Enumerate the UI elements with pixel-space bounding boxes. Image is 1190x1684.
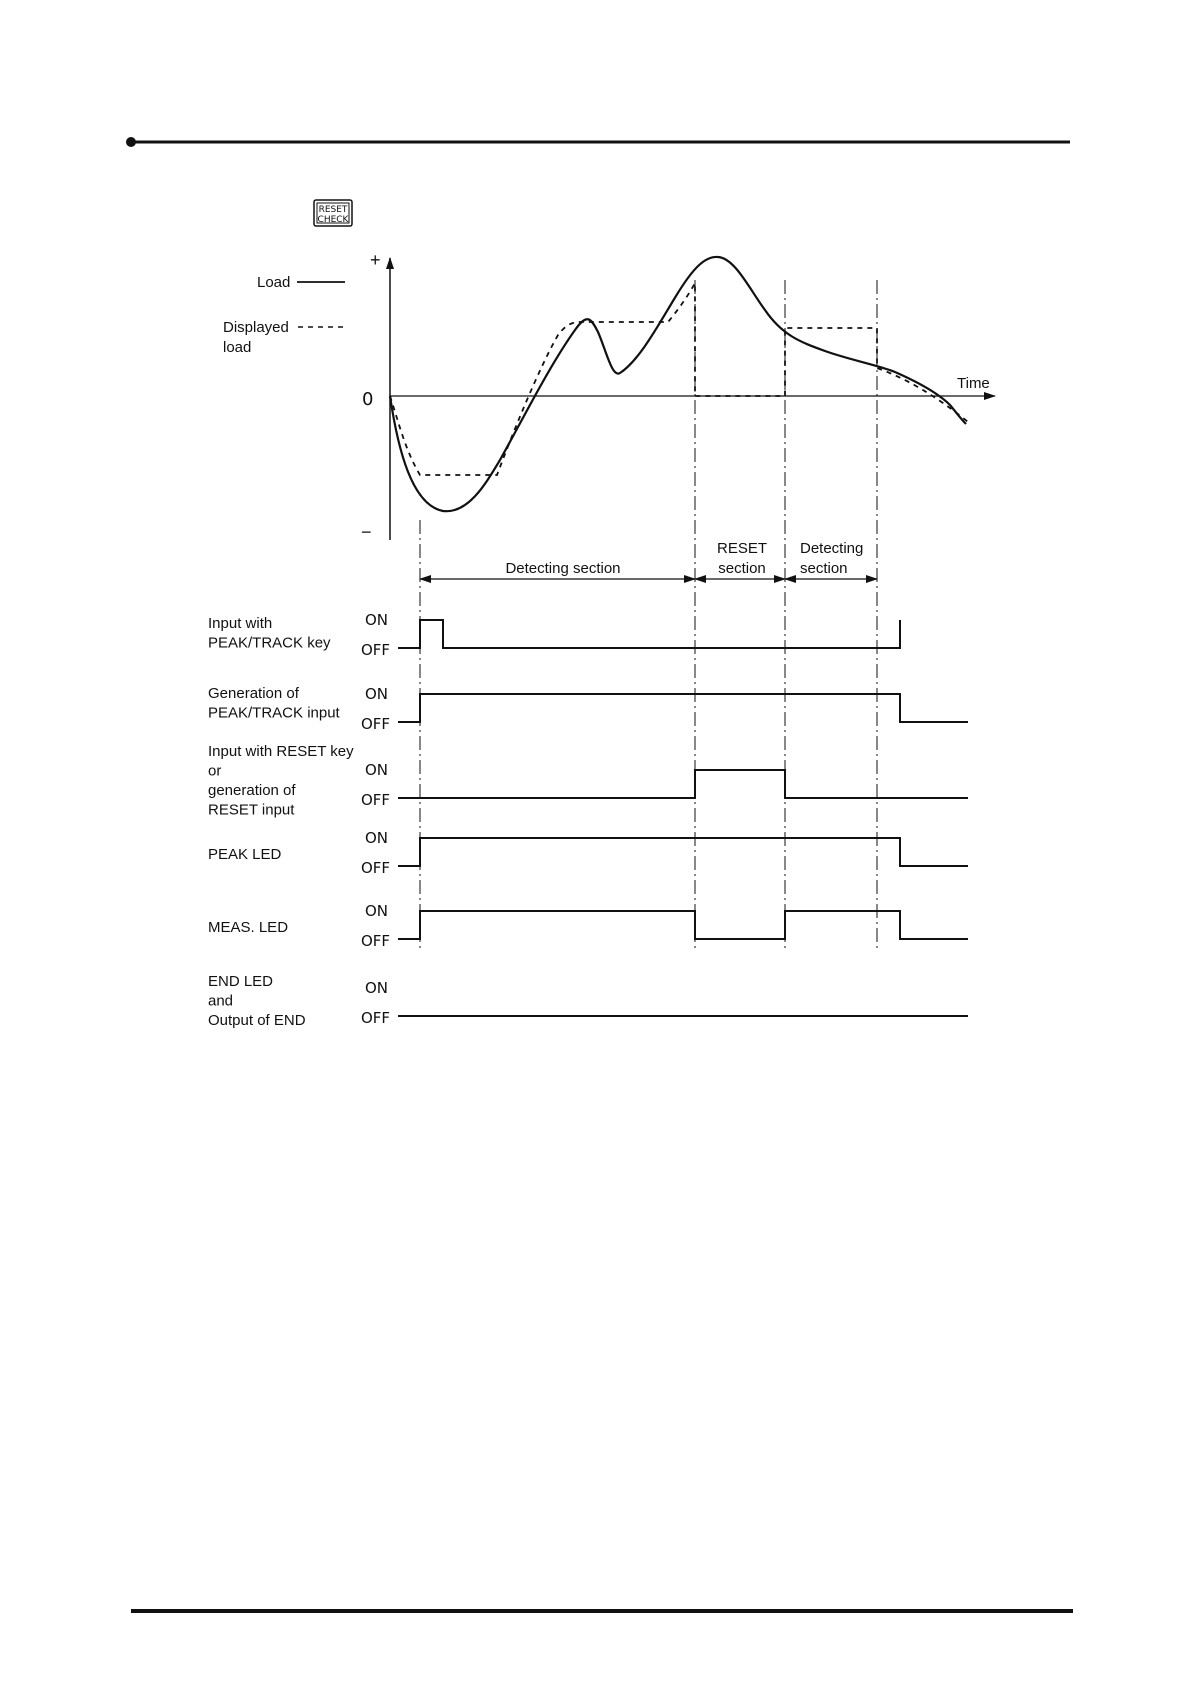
signal-label: END LED xyxy=(208,973,274,990)
off-label: OFF xyxy=(361,791,391,809)
off-label: OFF xyxy=(361,859,391,877)
signal-row xyxy=(208,611,900,659)
on-label: ON xyxy=(365,761,389,779)
signal-row xyxy=(208,743,968,819)
signal-label: and xyxy=(208,992,234,1010)
signal-label: RESET input xyxy=(208,801,295,819)
signal-label: Input with RESET key xyxy=(208,743,354,760)
signal-waveform xyxy=(398,770,968,798)
key-icon-line1: RESET xyxy=(318,205,348,215)
legend-displayed-label-line1: Displayed xyxy=(223,319,289,336)
reset-check-key-icon xyxy=(314,200,352,226)
on-label: ON xyxy=(365,979,389,997)
detecting-section-label: Detecting section xyxy=(505,560,621,577)
signal-row xyxy=(208,902,968,950)
off-label: OFF xyxy=(361,932,391,950)
reset-section-label-line1: RESET xyxy=(716,540,768,557)
section-guides xyxy=(420,280,877,950)
signal-row xyxy=(208,829,968,877)
detecting-section-2-label-line1: Detecting xyxy=(800,540,864,557)
signal-label: PEAK/TRACK input xyxy=(208,704,340,722)
signal-label: PEAK/TRACK key xyxy=(208,634,331,652)
y-zero-label: 0 xyxy=(362,389,374,410)
signal-waveform xyxy=(398,694,968,722)
legend-displayed-label-line2: load xyxy=(223,339,252,356)
signal-label: Input with xyxy=(208,615,273,632)
displayed-load-curve xyxy=(390,283,968,475)
off-label: OFF xyxy=(361,641,391,659)
signal-label: Output of END xyxy=(208,1012,306,1029)
signal-label: generation of xyxy=(208,782,296,799)
y-plus-label: + xyxy=(370,250,381,270)
off-label: OFF xyxy=(361,1009,391,1027)
signal-label: PEAK LED xyxy=(208,846,282,863)
signal-label: MEAS. LED xyxy=(208,919,289,936)
on-label: ON xyxy=(365,829,389,847)
time-label: Time xyxy=(957,375,990,392)
signal-label: Generation of xyxy=(208,685,299,702)
signal-label: or xyxy=(208,762,222,780)
signal-waveform xyxy=(398,838,968,866)
key-icon-line2: CHECK xyxy=(317,215,349,225)
signal-row xyxy=(208,685,968,733)
on-label: ON xyxy=(365,685,389,703)
signal-waveform xyxy=(398,911,968,939)
legend-load-label: Load xyxy=(257,274,291,291)
signal-waveform xyxy=(398,620,900,648)
signal-rows xyxy=(208,611,968,1029)
load-curve xyxy=(390,257,966,511)
reset-section-label-line2: section xyxy=(718,560,766,577)
on-label: ON xyxy=(365,611,389,629)
y-minus-label: − xyxy=(361,522,372,542)
detecting-section-2-label-line2: section xyxy=(800,560,848,577)
signal-row xyxy=(208,973,968,1029)
off-label: OFF xyxy=(361,715,391,733)
on-label: ON xyxy=(365,902,389,920)
